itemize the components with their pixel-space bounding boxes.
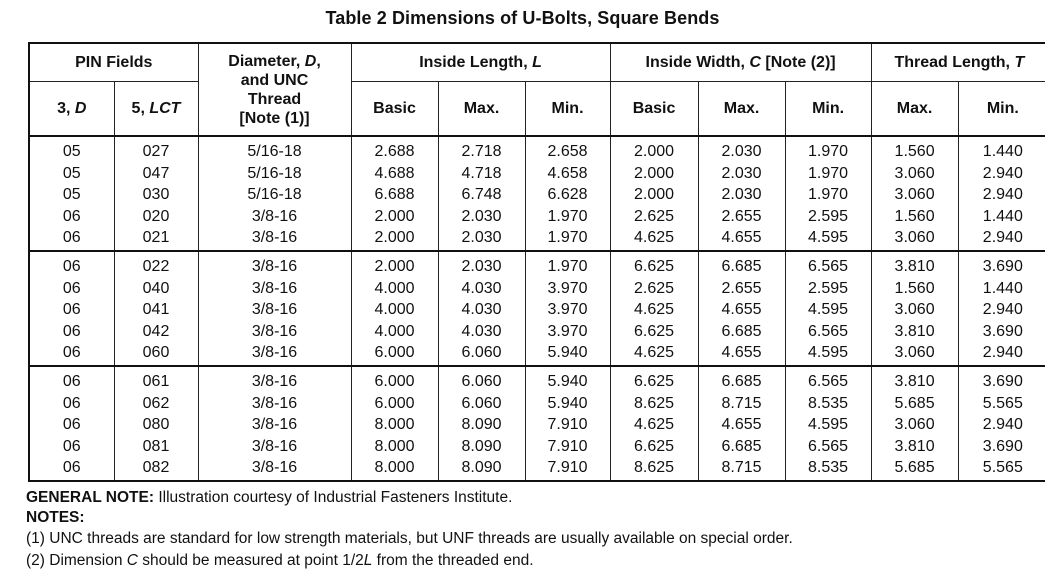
cell-value: 1.440 — [982, 143, 1023, 160]
cell-value: 06 — [62, 459, 81, 476]
cell-value: 020 — [142, 207, 170, 225]
cell-value: 06 — [62, 322, 81, 340]
c-max-header: Max. — [698, 81, 785, 136]
cell-value: 6.685 — [721, 322, 762, 340]
cell-value: 2.940 — [982, 164, 1023, 182]
cell-c-basic — [610, 366, 698, 481]
cell-value: 2.718 — [461, 143, 502, 160]
cell-value: 2.625 — [634, 207, 675, 225]
cell-value: 5/16-18 — [247, 143, 302, 160]
cell-value: 3.060 — [894, 344, 935, 361]
cell-value: 2.655 — [721, 207, 762, 225]
cell-value: 5.685 — [894, 459, 935, 476]
cell-value: 1.970 — [547, 229, 588, 246]
cell-l-max — [438, 136, 525, 251]
cell-t-min — [958, 136, 1045, 251]
cell-l-max — [438, 251, 525, 366]
table-row — [29, 366, 1045, 481]
cell-value: 1.970 — [808, 186, 849, 203]
cell-value: 5.565 — [982, 459, 1023, 476]
cell-value: 1.970 — [547, 258, 588, 275]
cell-value: 3.690 — [982, 373, 1023, 390]
note-1: (1) UNC threads are standard for low strength materials, but UNF threads are usually available on special order. — [26, 530, 793, 547]
table-row — [29, 251, 1045, 366]
cell-value: 3/8-16 — [251, 322, 298, 340]
cell-value: 06 — [62, 279, 81, 297]
cell-value: 8.090 — [461, 437, 502, 455]
cell-value: 06 — [62, 258, 81, 275]
general-note: GENERAL NOTE: Illustration courtesy of Industrial Fasteners Institute. — [26, 489, 513, 506]
cell-value: 8.000 — [374, 416, 415, 433]
cell-value: 2.940 — [982, 344, 1023, 361]
cell-c-max — [698, 136, 785, 251]
cell-value: 6.000 — [374, 344, 415, 361]
cell-value: 3/8-16 — [251, 279, 298, 297]
cell-pin3d — [29, 251, 114, 366]
cell-value: 05 — [62, 186, 81, 203]
cell-value: 2.000 — [634, 164, 675, 182]
cell-value: 2.000 — [374, 207, 415, 225]
cell-value: 041 — [142, 301, 170, 318]
cell-value: 6.625 — [634, 322, 675, 340]
cell-value: 4.595 — [808, 344, 849, 361]
cell-value: 3/8-16 — [251, 373, 298, 390]
cell-value: 6.000 — [374, 373, 415, 390]
cell-value: 3.060 — [894, 416, 935, 433]
cell-value: 6.625 — [634, 373, 675, 390]
cell-value: 8.000 — [374, 459, 415, 476]
cell-t-max — [871, 136, 958, 251]
cell-value: 4.000 — [374, 301, 415, 318]
cell-value: 2.000 — [374, 258, 415, 275]
cell-value: 6.685 — [721, 258, 762, 275]
cell-value: 030 — [142, 186, 170, 203]
cell-value: 2.030 — [721, 143, 762, 160]
cell-value: 3/8-16 — [251, 437, 298, 455]
cell-value: 3/8-16 — [251, 416, 298, 433]
cell-value: 2.030 — [461, 207, 502, 225]
cell-value: 061 — [142, 373, 170, 390]
cell-value: 3.060 — [894, 301, 935, 318]
cell-pin5lct — [114, 366, 198, 481]
cell-value: 3.810 — [894, 258, 935, 275]
cell-value: 2.030 — [461, 229, 502, 246]
cell-value: 8.535 — [808, 394, 849, 412]
cell-value: 3.690 — [982, 322, 1023, 340]
cell-value: 06 — [62, 301, 81, 318]
cell-value: 4.595 — [808, 416, 849, 433]
cell-l-basic — [351, 251, 438, 366]
cell-value: 2.000 — [634, 143, 675, 160]
cell-value: 8.715 — [721, 394, 762, 412]
cell-value: 8.625 — [634, 394, 675, 412]
cell-value: 7.910 — [547, 416, 588, 433]
cell-value: 1.560 — [894, 279, 935, 297]
cell-value: 3.810 — [894, 373, 935, 390]
cell-value: 5.940 — [547, 394, 588, 412]
cell-value: 3.970 — [547, 301, 588, 318]
c-basic-header: Basic — [610, 81, 698, 136]
cell-pin5lct — [114, 251, 198, 366]
cell-value: 022 — [142, 258, 170, 275]
cell-value: 6.685 — [721, 437, 762, 455]
cell-value: 3.970 — [547, 322, 588, 340]
cell-value: 027 — [142, 143, 170, 160]
thread-length-header: Thread Length, T — [871, 43, 1045, 81]
cell-value: 06 — [62, 437, 81, 455]
cell-value: 4.655 — [721, 301, 762, 318]
cell-value: 7.910 — [547, 437, 588, 455]
cell-value: 4.625 — [634, 229, 675, 246]
cell-value: 6.565 — [808, 373, 849, 390]
cell-l-basic — [351, 366, 438, 481]
l-max-header: Max. — [438, 81, 525, 136]
cell-t-max — [871, 251, 958, 366]
cell-value: 05 — [62, 143, 81, 160]
cell-value: 2.940 — [982, 186, 1023, 203]
cell-value: 6.688 — [374, 186, 415, 203]
cell-value: 4.625 — [634, 301, 675, 318]
cell-value: 080 — [142, 416, 170, 433]
cell-c-max — [698, 251, 785, 366]
cell-value: 4.655 — [721, 416, 762, 433]
cell-value: 3.060 — [894, 229, 935, 246]
cell-value: 5/16-18 — [247, 164, 302, 182]
cell-value: 6.625 — [634, 258, 675, 275]
cell-value: 8.625 — [634, 459, 675, 476]
cell-value: 2.655 — [721, 279, 762, 297]
cell-value: 4.688 — [374, 164, 415, 182]
cell-value: 5.940 — [547, 344, 588, 361]
l-basic-header: Basic — [351, 81, 438, 136]
cell-value: 1.970 — [547, 207, 588, 225]
cell-l-max — [438, 366, 525, 481]
cell-c-min — [785, 251, 871, 366]
cell-value: 3/8-16 — [251, 459, 298, 476]
cell-value: 1.440 — [982, 207, 1023, 225]
row-group-2 — [29, 251, 1045, 366]
cell-value: 021 — [142, 229, 170, 246]
cell-value: 3.970 — [547, 279, 588, 297]
cell-value: 05 — [62, 164, 81, 182]
cell-value: 5.565 — [982, 394, 1023, 412]
cell-t-min — [958, 366, 1045, 481]
inside-width-header: Inside Width, C [Note (2)] — [610, 43, 871, 81]
cell-value: 4.000 — [374, 322, 415, 340]
cell-value: 4.625 — [634, 344, 675, 361]
cell-value: 082 — [142, 459, 170, 476]
cell-value: 2.030 — [461, 258, 502, 275]
cell-value: 3/8-16 — [251, 258, 298, 275]
cell-value: 3/8-16 — [251, 344, 298, 361]
cell-value: 6.748 — [461, 186, 502, 203]
cell-value: 8.535 — [808, 459, 849, 476]
cell-l-min — [525, 136, 610, 251]
cell-value: 3.810 — [894, 322, 935, 340]
cell-c-min — [785, 366, 871, 481]
cell-value: 06 — [62, 373, 81, 390]
cell-value: 040 — [142, 279, 170, 297]
cell-value: 6.565 — [808, 322, 849, 340]
cell-diameter — [198, 366, 351, 481]
t-max-header: Max. — [871, 81, 958, 136]
cell-value: 7.910 — [547, 459, 588, 476]
cell-value: 062 — [142, 394, 170, 412]
cell-value: 047 — [142, 164, 170, 182]
cell-value: 4.000 — [374, 279, 415, 297]
cell-value: 2.030 — [721, 186, 762, 203]
cell-value: 4.030 — [461, 279, 502, 297]
cell-value: 6.625 — [634, 437, 675, 455]
l-min-header: Min. — [525, 81, 610, 136]
cell-pin3d — [29, 366, 114, 481]
cell-pin3d — [29, 136, 114, 251]
cell-value: 2.595 — [808, 279, 849, 297]
cell-value: 1.560 — [894, 207, 935, 225]
cell-value: 3.060 — [894, 186, 935, 203]
cell-value: 060 — [142, 344, 170, 361]
cell-value: 2.595 — [808, 207, 849, 225]
table-row — [29, 136, 1045, 251]
cell-value: 4.655 — [721, 229, 762, 246]
cell-l-min — [525, 366, 610, 481]
cell-value: 3/8-16 — [251, 301, 298, 318]
diameter-header: Diameter, D, and UNC Thread [Note (1)] — [198, 43, 351, 136]
cell-value: 2.000 — [374, 229, 415, 246]
cell-value: 3.810 — [894, 437, 935, 455]
cell-l-min — [525, 251, 610, 366]
cell-l-basic — [351, 136, 438, 251]
cell-value: 4.655 — [721, 344, 762, 361]
cell-value: 081 — [142, 437, 170, 455]
cell-value: 4.658 — [547, 164, 588, 182]
cell-value: 2.940 — [982, 416, 1023, 433]
cell-value: 8.715 — [721, 459, 762, 476]
cell-c-min — [785, 136, 871, 251]
cell-value: 2.940 — [982, 229, 1023, 246]
cell-value: 3/8-16 — [251, 207, 298, 225]
cell-value: 3.690 — [982, 258, 1023, 275]
cell-value: 5.685 — [894, 394, 935, 412]
cell-value: 06 — [62, 344, 81, 361]
cell-t-min — [958, 251, 1045, 366]
cell-value: 6.000 — [374, 394, 415, 412]
cell-value: 2.625 — [634, 279, 675, 297]
cell-value: 3.060 — [894, 164, 935, 182]
cell-value: 06 — [62, 207, 81, 225]
cell-value: 1.970 — [808, 143, 849, 160]
cell-value: 042 — [142, 322, 170, 340]
cell-diameter — [198, 136, 351, 251]
cell-value: 4.718 — [461, 164, 502, 182]
cell-value: 6.685 — [721, 373, 762, 390]
cell-value: 2.940 — [982, 301, 1023, 318]
cell-value: 6.060 — [461, 373, 502, 390]
cell-value: 06 — [62, 394, 81, 412]
cell-value: 6.565 — [808, 437, 849, 455]
cell-value: 4.625 — [634, 416, 675, 433]
note-2: (2) Dimension C should be measured at point 1/2L from the threaded end. — [26, 552, 534, 569]
cell-value: 4.030 — [461, 301, 502, 318]
inside-length-header: Inside Length, L — [351, 43, 610, 81]
table-title: Table 2 Dimensions of U-Bolts, Square Bends — [325, 8, 720, 28]
cell-value: 5/16-18 — [247, 186, 302, 203]
cell-value: 2.000 — [634, 186, 675, 203]
col-3d-header: 3, D — [29, 81, 114, 136]
cell-value: 6.060 — [461, 394, 502, 412]
cell-value: 06 — [62, 416, 81, 433]
cell-value: 6.628 — [547, 186, 588, 203]
cell-value: 8.000 — [374, 437, 415, 455]
cell-c-max — [698, 366, 785, 481]
cell-value: 3.690 — [982, 437, 1023, 455]
notes-heading: NOTES: — [26, 509, 85, 526]
t-min-header: Min. — [958, 81, 1045, 136]
cell-value: 2.030 — [721, 164, 762, 182]
cell-value: 4.030 — [461, 322, 502, 340]
cell-value: 1.440 — [982, 279, 1023, 297]
cell-value: 2.658 — [547, 143, 588, 160]
cell-value: 1.970 — [808, 164, 849, 182]
pin-fields-header: PIN Fields — [29, 43, 198, 81]
cell-pin5lct — [114, 136, 198, 251]
cell-value: 1.560 — [894, 143, 935, 160]
cell-t-max — [871, 366, 958, 481]
cell-c-basic — [610, 251, 698, 366]
cell-value: 2.688 — [374, 143, 415, 160]
cell-value: 3/8-16 — [251, 394, 298, 412]
row-group-1 — [29, 136, 1045, 251]
u-bolt-dimensions-table — [28, 42, 1045, 482]
cell-c-basic — [610, 136, 698, 251]
row-group-3 — [29, 366, 1045, 481]
cell-diameter — [198, 251, 351, 366]
cell-value: 4.595 — [808, 301, 849, 318]
col-5lct-header: 5, LCT — [114, 81, 198, 136]
cell-value: 8.090 — [461, 459, 502, 476]
cell-value: 5.940 — [547, 373, 588, 390]
cell-value: 06 — [62, 229, 81, 246]
cell-value: 3/8-16 — [251, 229, 298, 246]
cell-value: 4.595 — [808, 229, 849, 246]
cell-value: 6.565 — [808, 258, 849, 275]
cell-value: 8.090 — [461, 416, 502, 433]
c-min-header: Min. — [785, 81, 871, 136]
cell-value: 6.060 — [461, 344, 502, 361]
